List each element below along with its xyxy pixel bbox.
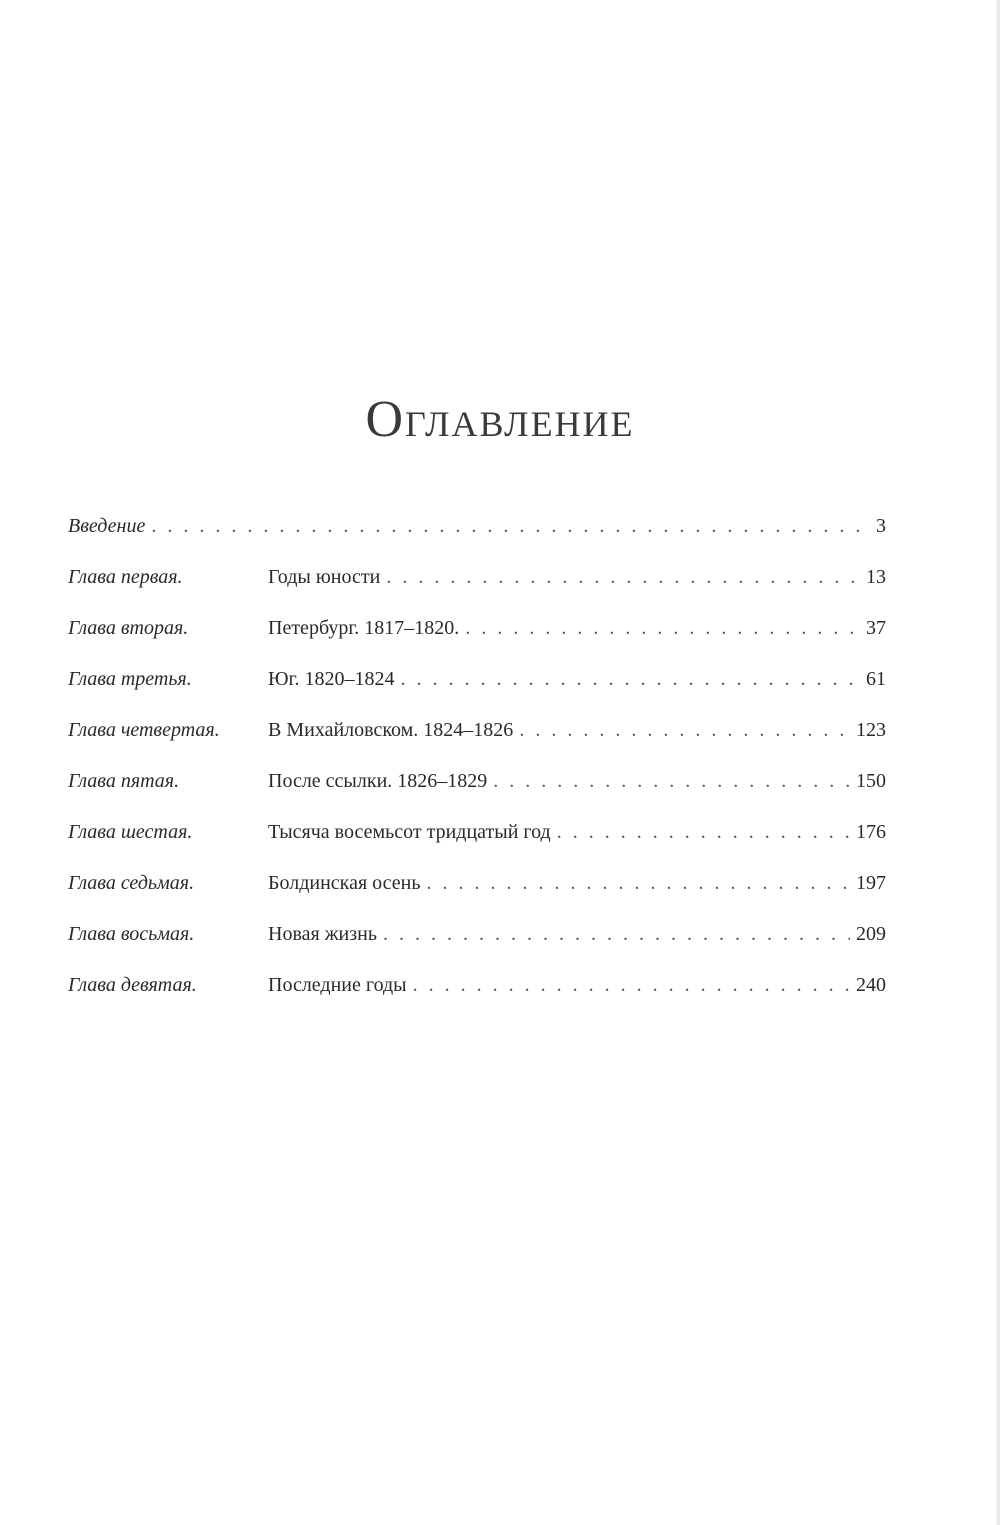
page-title: Оглавление bbox=[365, 391, 635, 448]
dot-leader bbox=[383, 922, 850, 946]
toc-entry-chapter-9[interactable] bbox=[68, 959, 886, 1010]
dot-leader bbox=[493, 769, 850, 793]
dot-leader bbox=[151, 514, 870, 538]
toc-entry-title: Болдинская осень bbox=[268, 871, 421, 894]
dot-leader bbox=[386, 565, 860, 589]
dot-leader bbox=[557, 820, 850, 844]
toc-entry-chapter-8[interactable] bbox=[68, 908, 886, 959]
toc-entry-title: Юг. 1820–1824 bbox=[268, 667, 395, 690]
toc-entry-chapter-2[interactable] bbox=[68, 602, 886, 653]
dot-leader bbox=[465, 616, 860, 640]
toc-entry-label: Глава девятая. bbox=[68, 973, 197, 996]
toc-entry-page: 197 bbox=[856, 871, 886, 894]
toc-entry-chapter-5[interactable] bbox=[68, 755, 886, 806]
toc-entry-title: В Михайловском. 1824–1826 bbox=[268, 718, 514, 741]
toc-entry-title: Петербург. 1817–1820. bbox=[268, 616, 460, 639]
toc-entry-title: Тысяча восемьсот тридцатый год bbox=[268, 820, 551, 843]
toc-entry-chapter-4[interactable] bbox=[68, 704, 886, 755]
dot-leader bbox=[426, 871, 850, 895]
toc-entry-page: 176 bbox=[856, 820, 886, 843]
toc-entry-label: Введение bbox=[68, 514, 146, 537]
page-edge bbox=[996, 0, 1000, 1525]
toc-entry-label: Глава пятая. bbox=[68, 769, 180, 792]
dot-leader bbox=[519, 718, 850, 742]
toc-entry-page: 61 bbox=[866, 667, 886, 690]
toc-entry-label: Глава четвертая. bbox=[68, 718, 220, 741]
toc-entry-page: 123 bbox=[856, 718, 886, 741]
dot-leader bbox=[413, 973, 850, 997]
toc-entry-page: 37 bbox=[866, 616, 886, 639]
toc-entry-label: Глава третья. bbox=[68, 667, 192, 690]
toc-entry-page: 13 bbox=[866, 565, 886, 588]
toc-entry-title: Годы юности bbox=[268, 565, 381, 588]
toc-entry-chapter-6[interactable] bbox=[68, 806, 886, 857]
toc-entry-title: Последние годы bbox=[268, 973, 407, 996]
toc-entry-title: После ссылки. 1826–1829 bbox=[268, 769, 488, 792]
toc-entry-chapter-3[interactable] bbox=[68, 653, 886, 704]
toc-entry-chapter-7[interactable] bbox=[68, 857, 886, 908]
toc-entry-label: Глава шестая. bbox=[68, 820, 193, 843]
dot-leader bbox=[401, 667, 860, 691]
toc-entry-title: Новая жизнь bbox=[268, 922, 377, 945]
toc-entry-page: 209 bbox=[856, 922, 886, 945]
toc-entry-label: Глава вторая. bbox=[68, 616, 189, 639]
toc-entry-label: Глава седьмая. bbox=[68, 871, 195, 894]
toc-entry-chapter-1[interactable] bbox=[68, 551, 886, 602]
toc-entry-page: 150 bbox=[856, 769, 886, 792]
toc-entry-page: 240 bbox=[856, 973, 886, 996]
toc-entry-page: 3 bbox=[876, 514, 886, 537]
table-of-contents bbox=[68, 500, 886, 1010]
toc-entry-introduction[interactable] bbox=[68, 500, 886, 551]
toc-entry-label: Глава первая. bbox=[68, 565, 183, 588]
toc-entry-label: Глава восьмая. bbox=[68, 922, 195, 945]
